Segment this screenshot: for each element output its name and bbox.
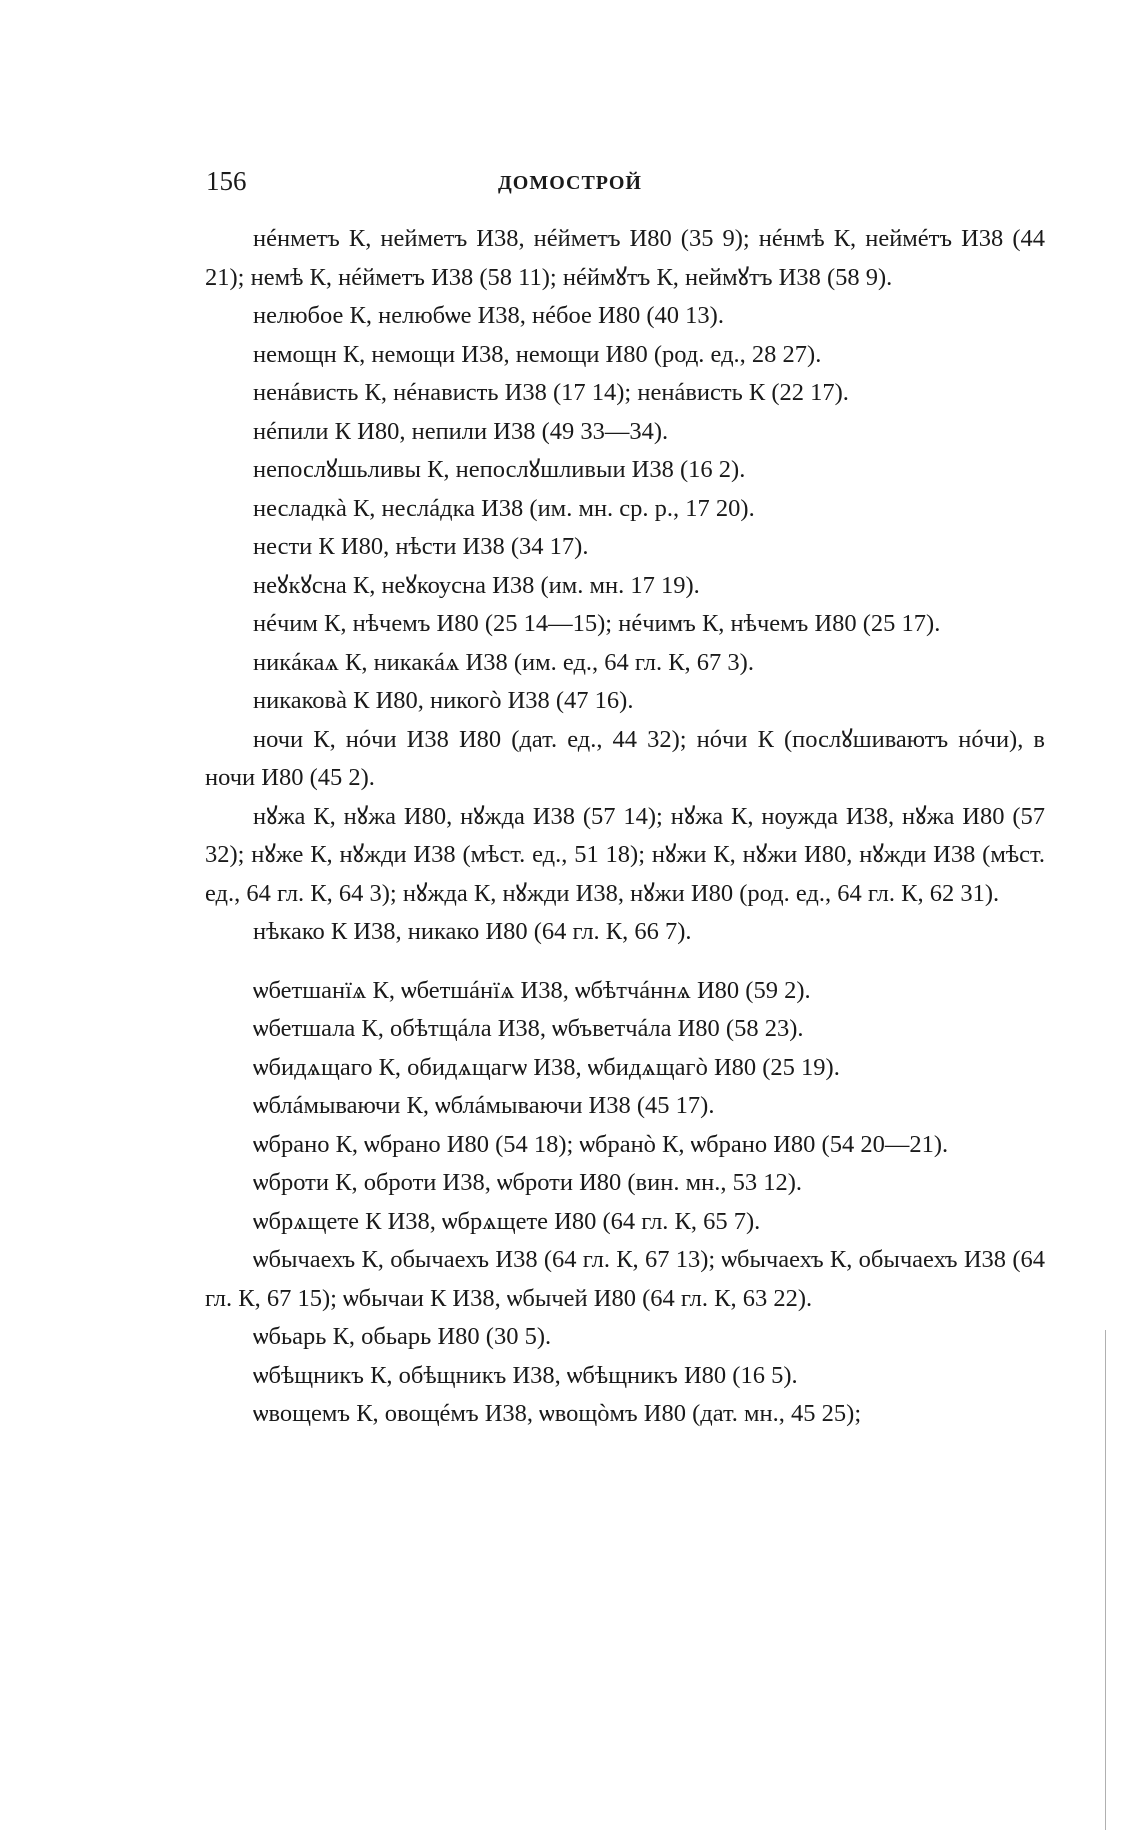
running-title: ДОМОСТРОЙ <box>498 172 642 194</box>
glossary-entry: нелюбое К, нелюбѡе И38, нéбое И80 (40 13). <box>253 302 724 329</box>
glossary-entry: ѡброти К, оброти И38, ѡброти И80 (вин. мн., 53 12). <box>253 1169 802 1196</box>
glossary-entry: нꙋжа К, нꙋжа И80, нꙋжда И38 (57 14); нꙋжа К, ноужда И38, нꙋжа И80 (57 32); нꙋже К, нꙋжди И38 (мѣст. ед., 51 18); нꙋжи К, нꙋжи И80, нꙋжди И38 (мѣст. ед., 64 гл. К, 64 3); нꙋжда К, нꙋжди И38, нꙋжи И80 (род. ед., 64 гл. К, 62 31). <box>205 802 1045 907</box>
glossary-entry: ѡблáмываючи К, ѡблáмываючи И38 (45 17). <box>253 1092 715 1119</box>
glossary-entry: нéчим К, нѣчемъ И80 (25 14—15); нéчимъ К, нѣчемъ И80 (25 17). <box>253 610 941 637</box>
glossary-entry: непослꙋшьливы К, непослꙋшливыи И38 (16 2). <box>253 456 746 483</box>
glossary-entry: немощн К, немощи И38, немощи И80 (род. ед., 28 27). <box>253 340 822 368</box>
glossary-entry: ѡбидѧщаго К, обидѧщагѡ И38, ѡбидѧщагò И80 (25 19). <box>253 1053 840 1081</box>
glossary-entry: ненáвисть К, нéнависть И38 (17 14); ненáвисть К (22 17). <box>253 379 849 406</box>
glossary-entry: ѡбетшала К, обѣтщáла И38, ѡбъветчáла И80 (58 23). <box>253 1015 804 1042</box>
glossary-entry: нести К И80, нѣсти И38 (34 17). <box>253 533 589 560</box>
glossary-entry: никаковà К И80, никогò И38 (47 16). <box>253 687 634 714</box>
glossary-body <box>205 220 1045 1434</box>
glossary-entry: ночи К, нóчи И38 И80 (дат. ед., 44 32); нóчи К (послꙋшиваютъ нóчи), в ночи И80 (45 2). <box>205 725 1045 791</box>
glossary-entry: ѡбѣщникъ К, обѣщникъ И38, ѡбѣщникъ И80 (16 5). <box>253 1361 798 1389</box>
glossary-entry: никáкаѧ К, никакáѧ И38 (им. ед., 64 гл. К, 67 3). <box>253 648 754 676</box>
glossary-entry: ѡбычаехъ К, обычаехъ И38 (64 гл. К, 67 13); ѡбычаехъ К, обычаехъ И38 (64 гл. К, 67 15); ѡбычаи К И38, ѡбычей И80 (64 гл. К, 63 22). <box>205 1246 1045 1312</box>
glossary-entry: неꙋкꙋсна К, неꙋкоусна И38 (им. мн. 17 19). <box>253 571 700 599</box>
glossary-entry: ѡбетшанїѧ К, ѡбетшáнїѧ И38, ѡбѣтчáннѧ И80 (59 2). <box>253 976 811 1004</box>
section-gap <box>205 952 1045 972</box>
glossary-entry: ѡбрано К, ѡбрано И80 (54 18); ѡбранò К, ѡбрано И80 (54 20—21). <box>253 1130 949 1158</box>
glossary-entry: нéпили К И80, непили И38 (49 33—34). <box>253 417 669 445</box>
glossary-entry: ѡвощемъ К, овощéмъ И38, ѡвощòмъ И80 (дат. мн., 45 25); <box>253 1400 862 1427</box>
glossary-entry: несладкà К, неслáдка И38 (им. мн. ср. р., 17 20). <box>253 494 755 522</box>
scan-edge-line <box>1105 1330 1106 1830</box>
glossary-entry: ѡбьарь К, обьарь И80 (30 5). <box>253 1323 552 1350</box>
glossary-entry: нéнметъ К, нейметъ И38, нéйметъ И80 (35 9); нéнмѣ К, неймéтъ И38 (44 21); немѣ К, нéйметъ И38 (58 11); нéймꙋтъ К, неймꙋтъ И38 (58 9). <box>205 225 1045 291</box>
glossary-entry: нѣкако К И38, никако И80 (64 гл. К, 66 7). <box>253 918 692 945</box>
glossary-entry: ѡбрѧщете К И38, ѡбрѧщете И80 (64 гл. К, 65 7). <box>253 1207 761 1235</box>
page-number: 156 <box>206 166 247 196</box>
